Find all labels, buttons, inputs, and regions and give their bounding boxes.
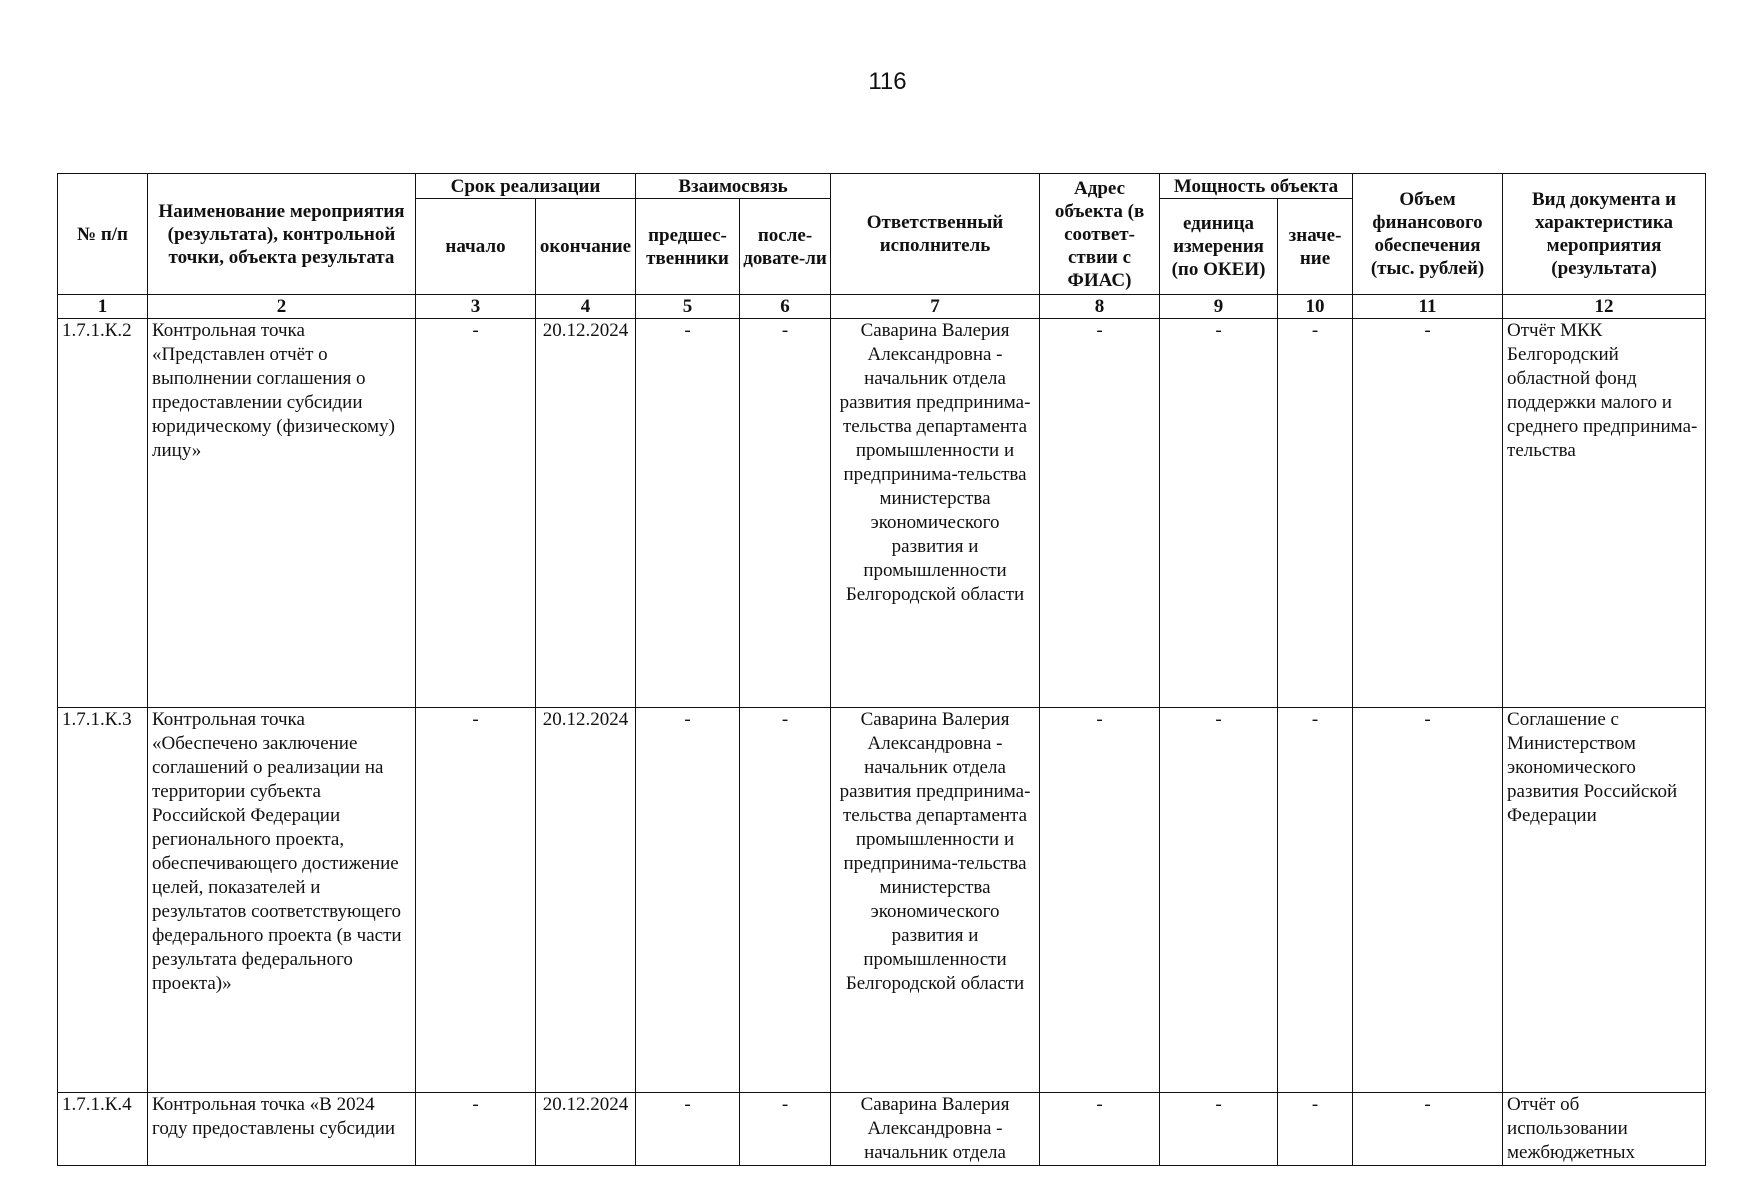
activities-table	[57, 173, 1706, 1166]
row-finance: -	[1353, 319, 1503, 708]
row-start: -	[416, 1093, 536, 1166]
row-responsible: Саварина Валерия Александровна - начальник отдела	[831, 1093, 1040, 1166]
row-responsible: Саварина Валерия Александровна - начальник отдела развития предпринима-тельства департамента промышленности и предпринима-тельства министерства экономического развития и промышленности Белгородской области	[831, 319, 1040, 708]
header-num: № п/п	[58, 174, 148, 295]
row-unit: -	[1160, 319, 1278, 708]
row-doc: Отчёт об использовании межбюджетных	[1503, 1093, 1706, 1166]
row-doc: Отчёт МКК Белгородский областной фонд поддержки малого и среднего предпринима-тельства	[1503, 319, 1706, 708]
column-number: 1	[58, 295, 148, 319]
header-responsible: Ответственный исполнитель	[831, 174, 1040, 295]
row-successors: -	[740, 1093, 831, 1166]
row-responsible: Саварина Валерия Александровна - начальник отдела развития предпринима-тельства департамента промышленности и предпринима-тельства министерства экономического развития и промышленности Белгородской области	[831, 708, 1040, 1093]
column-number: 8	[1040, 295, 1160, 319]
header-term-group: Срок реализации	[416, 174, 636, 199]
row-predecessors: -	[636, 708, 740, 1093]
table-row	[58, 319, 1706, 708]
row-finance: -	[1353, 1093, 1503, 1166]
row-code: 1.7.1.К.4	[58, 1093, 148, 1166]
row-name: Контрольная точка «В 2024 году предоставлены субсидии	[148, 1093, 416, 1166]
header-value: значе-ние	[1278, 199, 1353, 295]
table-row	[58, 1093, 1706, 1166]
row-name: Контрольная точка «Обеспечено заключение соглашений о реализации на территории субъекта Российской Федерации регионального проекта, обеспечивающего достижение целей, показателей и результатов соответствующего федерального проекта (в части результата федерального проекта)»	[148, 708, 416, 1093]
row-unit: -	[1160, 1093, 1278, 1166]
header-finance: Объем финансового обеспечения (тыс. рублей)	[1353, 174, 1503, 295]
column-number: 6	[740, 295, 831, 319]
header-name: Наименование мероприятия (результата), контрольной точки, объекта результата	[148, 174, 416, 295]
row-value: -	[1278, 1093, 1353, 1166]
row-end: 20.12.2024	[536, 1093, 636, 1166]
row-finance: -	[1353, 708, 1503, 1093]
header-end: окончание	[536, 199, 636, 295]
row-code: 1.7.1.К.3	[58, 708, 148, 1093]
row-predecessors: -	[636, 1093, 740, 1166]
row-value: -	[1278, 708, 1353, 1093]
row-address: -	[1040, 1093, 1160, 1166]
column-number: 5	[636, 295, 740, 319]
row-successors: -	[740, 708, 831, 1093]
row-value: -	[1278, 319, 1353, 708]
column-number: 4	[536, 295, 636, 319]
column-number: 2	[148, 295, 416, 319]
header-doc: Вид документа и характеристика мероприятия (результата)	[1503, 174, 1706, 295]
row-address: -	[1040, 319, 1160, 708]
row-address: -	[1040, 708, 1160, 1093]
column-number: 3	[416, 295, 536, 319]
row-end: 20.12.2024	[536, 319, 636, 708]
row-end: 20.12.2024	[536, 708, 636, 1093]
row-doc: Соглашение с Министерством экономического развития Российской Федерации	[1503, 708, 1706, 1093]
column-number: 7	[831, 295, 1040, 319]
header-capacity-group: Мощность объекта	[1160, 174, 1353, 199]
row-code: 1.7.1.К.2	[58, 319, 148, 708]
row-name: Контрольная точка «Представлен отчёт о выполнении соглашения о предоставлении субсидии юридическому (физическому) лицу»	[148, 319, 416, 708]
column-number: 12	[1503, 295, 1706, 319]
column-number: 11	[1353, 295, 1503, 319]
table-row	[58, 708, 1706, 1093]
header-relation-group: Взаимосвязь	[636, 174, 831, 199]
header-unit: единица измерения (по ОКЕИ)	[1160, 199, 1278, 295]
column-number: 10	[1278, 295, 1353, 319]
row-unit: -	[1160, 708, 1278, 1093]
header-address: Адрес объекта (в соответ-ствии с ФИАС)	[1040, 174, 1160, 295]
row-predecessors: -	[636, 319, 740, 708]
row-successors: -	[740, 319, 831, 708]
header-start: начало	[416, 199, 536, 295]
header-predecessors: предшес-твенники	[636, 199, 740, 295]
page-number: 116	[868, 68, 907, 95]
header-successors: после-довате-ли	[740, 199, 831, 295]
row-start: -	[416, 708, 536, 1093]
row-start: -	[416, 319, 536, 708]
column-number: 9	[1160, 295, 1278, 319]
